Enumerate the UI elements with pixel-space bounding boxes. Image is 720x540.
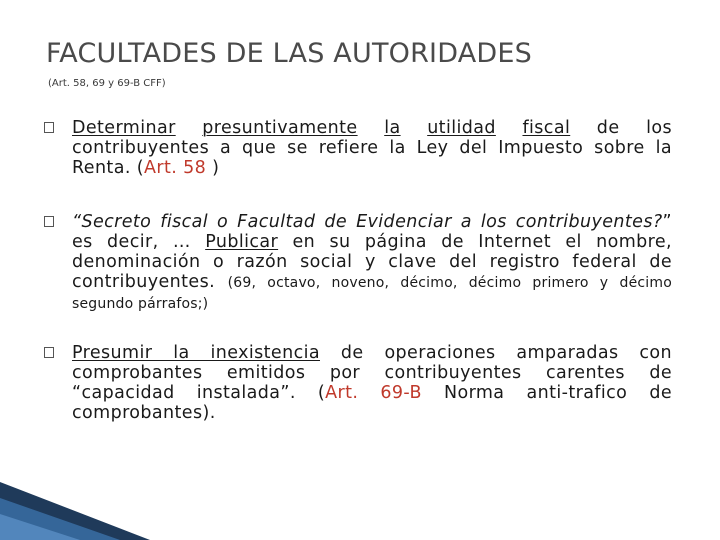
bullet-segment: ) — [206, 158, 220, 178]
bullet-segment: Determinar — [72, 118, 176, 138]
bullet-segment: Norma anti-trafico de comprobantes). — [72, 383, 672, 423]
bullet-segment: Publicar — [205, 232, 279, 252]
bullet-segment: “Secreto fiscal o Facultad de Evidenciar a los contribuyentes? — [72, 212, 663, 232]
bullet-segment: de operaciones amparadas con comprobantes emitidos por contribuyentes carentes de “capacidad instalada”. ( — [72, 343, 672, 403]
bullet-text-2 — [72, 212, 672, 314]
bullet-segment: la — [384, 118, 401, 138]
bullet-segment: fiscal — [522, 118, 571, 138]
corner-decoration — [0, 450, 150, 540]
bullet-box-icon — [44, 216, 54, 227]
bullet-segment: (69, octavo, noveno, décimo, décimo primero y décimo segundo párrafos;) — [72, 275, 672, 312]
bullet-text-3 — [72, 343, 672, 423]
bullet-box-icon — [44, 122, 54, 133]
slide-title: FACULTADES DE LAS AUTORIDADES — [46, 38, 532, 69]
bullet-segment — [401, 118, 428, 138]
bullet-segment — [176, 118, 203, 138]
bullet-segment: Presumir la inexistencia — [72, 343, 320, 363]
bullet-segment — [358, 118, 385, 138]
bullet-segment: en su página de Internet el nombre, denominación o razón social y clave del registro federal de contribuyentes. — [72, 232, 672, 292]
bullet-text-1 — [72, 118, 672, 178]
bullet-segment — [496, 118, 523, 138]
bullet-segment: de los contribuyentes a que se refiere la Ley del Impuesto sobre la Renta. ( — [72, 118, 672, 178]
bullet-item-3 — [44, 343, 672, 423]
bullet-item-1 — [44, 118, 672, 178]
bullet-segment: utilidad — [427, 118, 496, 138]
bullet-segment: Art. 69-B — [325, 383, 422, 403]
slide-subtitle: (Art. 58, 69 y 69-B CFF) — [48, 78, 166, 89]
bullet-segment: Art. 58 — [143, 158, 207, 178]
bullet-segment: presuntivamente — [202, 118, 358, 138]
bullet-box-icon — [44, 347, 54, 358]
bullet-item-2 — [44, 212, 672, 314]
bullet-segment: ” es decir, … — [72, 212, 672, 252]
